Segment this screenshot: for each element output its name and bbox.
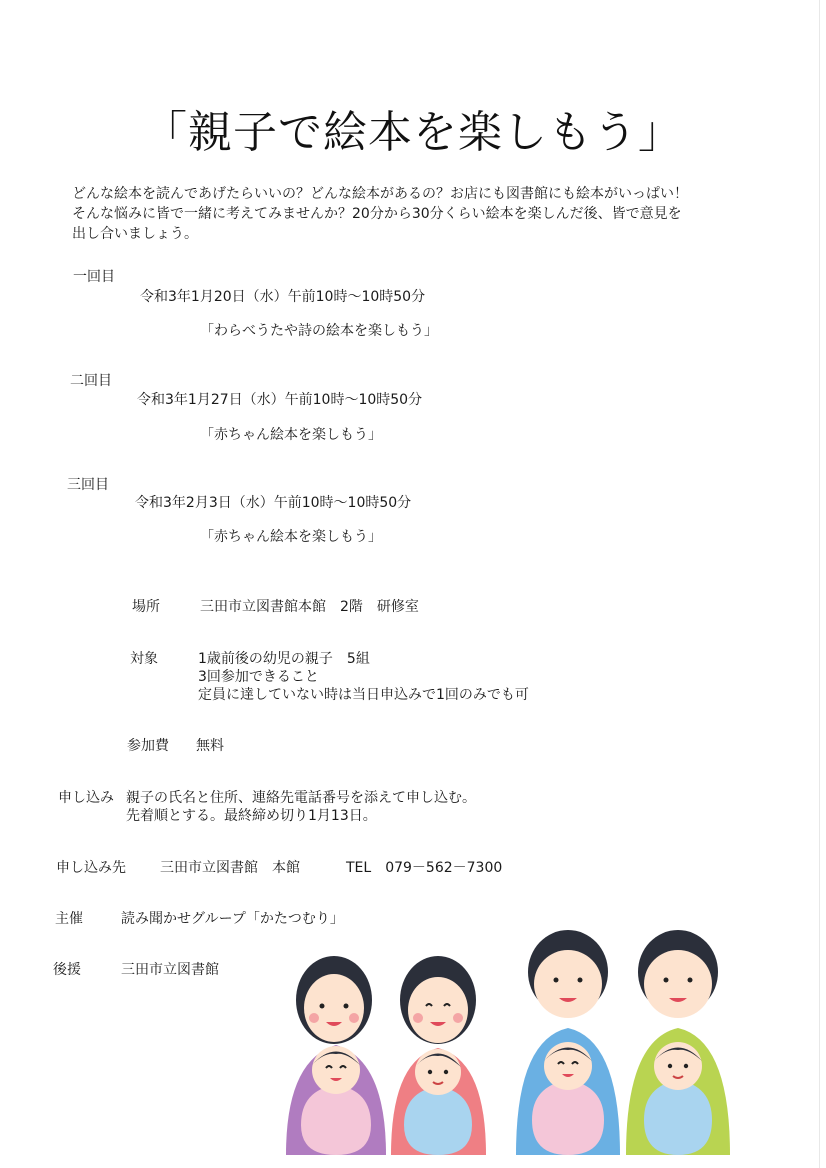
application-line: 先着順とする。最終締め切り1月13日。	[126, 808, 377, 824]
intro-line: そんな悩みに皆で一緒に考えてみませんか？20分から30分くらい絵本を楽しんだ後、皆で意見を	[72, 206, 682, 222]
mother-with-baby-2	[391, 956, 486, 1155]
session-1-label: 一回目	[73, 269, 115, 285]
session-1-theme: 「わらべうたや詩の絵本を楽しもう」	[200, 323, 438, 339]
father-with-baby-1	[516, 930, 620, 1155]
intro-line: 出し合いましょう。	[72, 226, 198, 242]
session-3-label: 三回目	[67, 477, 109, 493]
target-label: 対象	[130, 651, 158, 667]
page-title: 「親子で絵本を楽しもう」	[143, 107, 683, 158]
fee-label: 参加費	[127, 738, 169, 754]
target-line: 定員に達していない時は当日申込みで1回のみでも可	[198, 687, 529, 703]
mother-with-baby-1	[286, 956, 386, 1155]
fee-value: 無料	[196, 738, 224, 754]
supporter-label: 後援	[53, 962, 81, 978]
target-line: 3回参加できること	[198, 669, 319, 685]
supporter-value: 三田市立図書館	[121, 962, 219, 978]
session-3-datetime: 令和3年2月3日（水）午前10時～10時50分	[135, 495, 412, 511]
contact-label: 申し込み先	[56, 860, 126, 876]
session-1-datetime: 令和3年1月20日（水）午前10時～10時50分	[140, 289, 426, 305]
scan-edge	[819, 0, 820, 1168]
contact-tel: TEL 079－562－7300	[346, 860, 503, 876]
session-2-theme: 「赤ちゃん絵本を楽しもう」	[200, 427, 382, 443]
intro-paragraph	[72, 184, 712, 244]
family-illustration	[276, 920, 736, 1160]
venue-value: 三田市立図書館本館 2階 研修室	[200, 599, 419, 615]
target-line: 1歳前後の幼児の親子 5組	[198, 651, 370, 667]
application-label: 申し込み	[58, 790, 114, 806]
organizer-value: 読み聞かせグループ「かたつむり」	[121, 911, 344, 927]
session-2-label: 二回目	[70, 373, 112, 389]
father-with-baby-2	[626, 930, 730, 1155]
contact-name: 三田市立図書館 本館	[160, 860, 300, 876]
organizer-label: 主催	[55, 911, 83, 927]
session-2-datetime: 令和3年1月27日（水）午前10時～10時50分	[137, 392, 423, 408]
session-3-theme: 「赤ちゃん絵本を楽しもう」	[200, 529, 382, 545]
application-line: 親子の氏名と住所、連絡先電話番号を添えて申し込む。	[126, 790, 476, 806]
venue-label: 場所	[132, 599, 160, 615]
intro-line: どんな絵本を読んであげたらいいの？どんな絵本があるの？お店にも図書館にも絵本がいっぱい！	[72, 186, 688, 202]
